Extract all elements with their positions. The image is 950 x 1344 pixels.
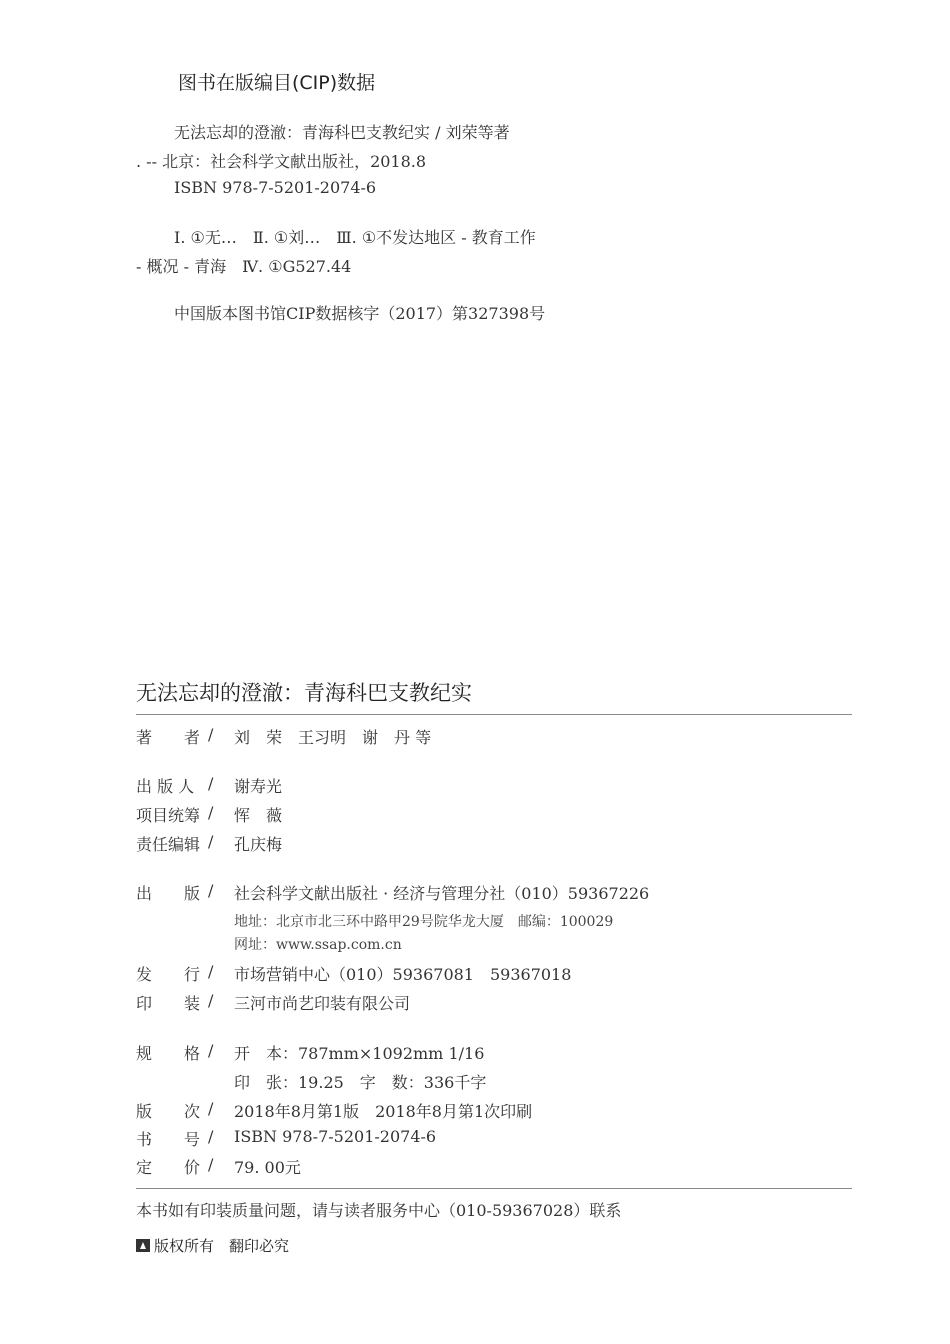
edition-label: 版 次 — [136, 1102, 201, 1121]
cip-publisher-line: . -- 北京：社会科学文献出版社，2018.8 — [136, 152, 427, 171]
cip-heading: 图书在版编目(CIP)数据 — [178, 72, 376, 94]
isbn-value: ISBN 978-7-5201-2074-6 — [234, 1127, 437, 1146]
isbn-label: 书 号 — [136, 1130, 201, 1149]
slash: / — [208, 881, 214, 900]
slash: / — [208, 1099, 214, 1118]
spec-format: 开 本：787mm×1092mm 1/16 — [234, 1044, 485, 1063]
coordinator-value: 恽 薇 — [234, 806, 283, 825]
cip-title-line: 无法忘却的澄澈：青海科巴支教纪实 / 刘荣等著 — [174, 123, 510, 142]
printing-value: 三河市尚艺印装有限公司 — [234, 994, 411, 1013]
publishing-value: 社会科学文献出版社 · 经济与管理分社（010）59367226 — [234, 884, 650, 903]
slash: / — [208, 832, 214, 851]
publishing-label: 出 版 — [136, 884, 201, 903]
coordinator-label: 项目统筹 — [136, 806, 201, 825]
slash: / — [208, 991, 214, 1010]
spec-label: 规 格 — [136, 1044, 201, 1063]
slash: / — [208, 1127, 214, 1146]
slash: / — [208, 1155, 214, 1174]
slash: / — [208, 774, 214, 793]
slash: / — [208, 1041, 214, 1060]
book-title: 无法忘却的澄澈：青海科巴支教纪实 — [136, 681, 472, 705]
distribution-label: 发 行 — [136, 965, 201, 984]
footer-divider — [136, 1188, 852, 1189]
publisher-website: 网址：www.ssap.com.cn — [234, 937, 402, 953]
printing-label: 印 装 — [136, 994, 201, 1013]
cip-classification-line-2: - 概况 - 青海 Ⅳ. ①G527.44 — [136, 257, 352, 276]
publisher-logo-icon — [136, 1239, 150, 1252]
slash: / — [208, 962, 214, 981]
title-divider — [136, 714, 852, 715]
spec-sheets: 印 张：19.25 字 数：336千字 — [234, 1073, 487, 1092]
distribution-value: 市场营销中心（010）59367081 59367018 — [234, 965, 572, 984]
slash: / — [208, 725, 214, 744]
cip-isbn-line: ISBN 978-7-5201-2074-6 — [174, 178, 377, 197]
author-label: 著 者 — [136, 728, 201, 747]
editor-label: 责任编辑 — [136, 835, 201, 854]
edition-value: 2018年8月第1版 2018年8月第1次印刷 — [234, 1102, 533, 1121]
cip-record-number: 中国版本图书馆CIP数据核字（2017）第327398号 — [174, 304, 546, 323]
price-value: 79. 00元 — [234, 1158, 301, 1177]
price-label: 定 价 — [136, 1158, 201, 1177]
slash: / — [208, 803, 214, 822]
cip-classification-line-1: Ⅰ. ①无… Ⅱ. ①刘… Ⅲ. ①不发达地区 - 教育工作 — [174, 228, 536, 247]
rights-text: 版权所有 翻印必究 — [154, 1237, 290, 1255]
publisher-address: 地址：北京市北三环中路甲29号院华龙大厦 邮编：100029 — [234, 914, 614, 930]
publisher-person-label: 出 版 人 — [136, 777, 195, 796]
publisher-person-value: 谢寿光 — [234, 777, 283, 796]
author-value: 刘 荣 王习明 谢 丹 等 — [234, 728, 432, 747]
editor-value: 孔庆梅 — [234, 835, 283, 854]
rights-line — [136, 1235, 289, 1256]
quality-note: 本书如有印装质量问题，请与读者服务中心（010-59367028）联系 — [136, 1201, 622, 1220]
